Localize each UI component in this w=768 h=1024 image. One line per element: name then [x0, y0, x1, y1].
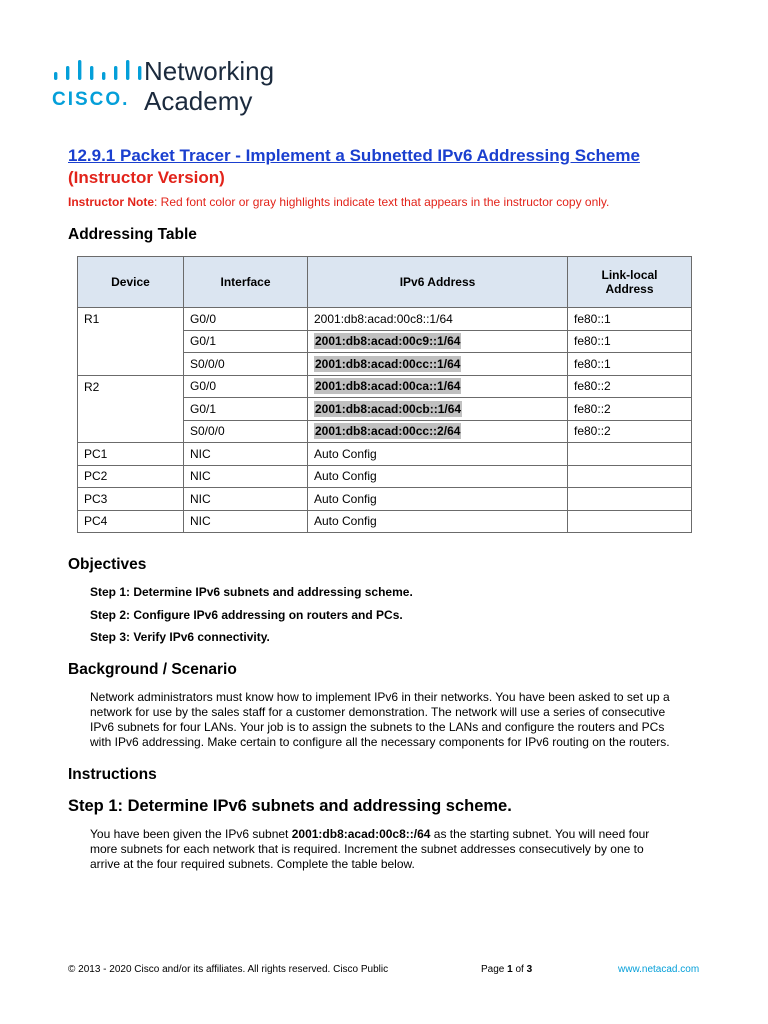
table-row: R2 G0/0 2001:db8:acad:00ca::1/64 fe80::2: [78, 375, 692, 398]
addressing-table-heading: Addressing Table: [68, 226, 197, 243]
brand-academy: Academy: [144, 86, 253, 116]
cisco-bridge-icon: [52, 56, 142, 86]
table-row: S0/0/0 2001:db8:acad:00cc::1/64 fe80::1: [78, 353, 692, 376]
background-paragraph: Network administrators must know how to implement IPv6 in their networks. You have been asked to set up a network for use by the sales staff for a customer demonstration. The network will use a series of consecutive IPv6 subnets for four LANs. Your job is to assign the subnets to the LANs and configure the routers and PCs with IPv6 addressing. Make certain to configure all the necessary components for IPv6 routing on the routers.: [90, 690, 670, 749]
instructor-note: [68, 195, 609, 209]
footer-page-number: Page 1 of 3: [481, 964, 533, 975]
table-row: PC3 NIC Auto Config: [78, 488, 692, 511]
instructor-note-label: Instructor Note: [68, 195, 155, 209]
table-row: PC1 NIC Auto Config: [78, 443, 692, 466]
objective-step-2: Step 2: Configure IPv6 addressing on routers and PCs.: [90, 608, 403, 622]
footer-copyright: © 2013 - 2020 Cisco and/or its affiliates. All rights reserved. Cisco Public: [68, 964, 389, 975]
footer-url-link[interactable]: www.netacad.com: [618, 964, 700, 975]
table-row: PC2 NIC Auto Config: [78, 465, 692, 488]
table-row: G0/1 2001:db8:acad:00cb::1/64 fe80::2: [78, 398, 692, 421]
document-title[interactable]: 12.9.1 Packet Tracer - Implement a Subnetted IPv6 Addressing Scheme: [68, 146, 640, 165]
document-subtitle: (Instructor Version): [68, 168, 225, 187]
header-device: Device: [78, 257, 184, 308]
objective-step-1: Step 1: Determine IPv6 subnets and addressing scheme.: [90, 585, 413, 599]
cisco-wordmark: CISCO.: [52, 89, 130, 110]
table-row: S0/0/0 2001:db8:acad:00cc::2/64 fe80::2: [78, 420, 692, 443]
table-row: G0/1 2001:db8:acad:00c9::1/64 fe80::1: [78, 330, 692, 353]
instructions-heading: Instructions: [68, 766, 157, 783]
step-1-heading: Step 1: Determine IPv6 subnets and addressing scheme.: [68, 797, 512, 815]
objectives-heading: Objectives: [68, 556, 147, 573]
background-heading: Background / Scenario: [68, 661, 237, 678]
objective-step-3: Step 3: Verify IPv6 connectivity.: [90, 630, 270, 644]
brand-networking: Networking: [144, 56, 275, 86]
cisco-networking-academy-logo: [52, 56, 312, 118]
table-header-row: [78, 257, 692, 308]
addressing-table: [77, 256, 692, 533]
header-interface: Interface: [184, 257, 308, 308]
instructions-paragraph: You have been given the IPv6 subnet 2001:db8:acad:00c8::/64 as the starting subnet. You will need four more subnets for each network that is required. Increment the subnet addresses consecutively by one to arrive at the four required subnets. Complete the table below.: [90, 827, 650, 871]
table-row: R1 G0/0 2001:db8:acad:00c8::1/64 fe80::1: [78, 308, 692, 331]
header-ipv6-address: IPv6 Address: [308, 257, 568, 308]
table-row: PC4 NIC Auto Config: [78, 510, 692, 533]
instructor-note-text: : Red font color or gray highlights indicate text that appears in the instructor copy only.: [154, 195, 610, 209]
header-link-local: Link-local Address: [568, 257, 692, 308]
